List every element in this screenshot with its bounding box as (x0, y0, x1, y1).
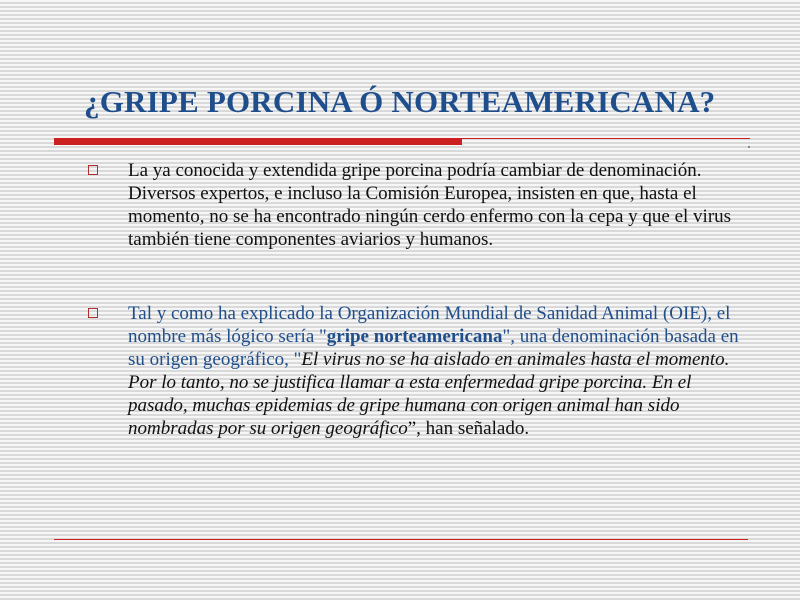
bullet-2-lead: Tal y como ha explicado la Organización Mundial de Sanidad Animal (OIE), el nombre más lógico sería " (128, 303, 731, 347)
slide-title: ¿GRIPE PORCINA Ó NORTEAMERICANA? (84, 84, 716, 119)
bullet-square-icon (88, 165, 98, 175)
bullet-square-icon (88, 308, 98, 318)
bullet-2-tail: ”, han señalado. (407, 418, 530, 439)
bullet-paragraph-2 (128, 302, 748, 440)
title-rule-thin (462, 138, 750, 139)
bullet-paragraph-1: La ya conocida y extendida gripe porcina podría cambiar de denominación. Diversos expertos, e incluso la Comisión Europea, insisten en que, hasta el momento, no se ha encontrado ningún cerdo enfermo con la cepa y que el virus también tiene componentes aviarios y humanos. (128, 160, 732, 250)
bullet-2-bold-term: gripe norteamericana (326, 326, 503, 347)
bullet-2-quote: El virus no se ha aislado en animales hasta el momento. Por lo tanto, no se justifica llamar a esta enfermedad gripe porcina. En el pasado, muchas epidemias de gripe humana con origen animal han sido nombradas por su origen geográfico (128, 349, 730, 439)
title-rule-thick (54, 138, 462, 145)
bottom-rule (54, 539, 748, 540)
title-rule-dot (748, 146, 750, 148)
bullet-2-mid: ", una denominación basada en su origen geográfico, " (128, 326, 739, 370)
